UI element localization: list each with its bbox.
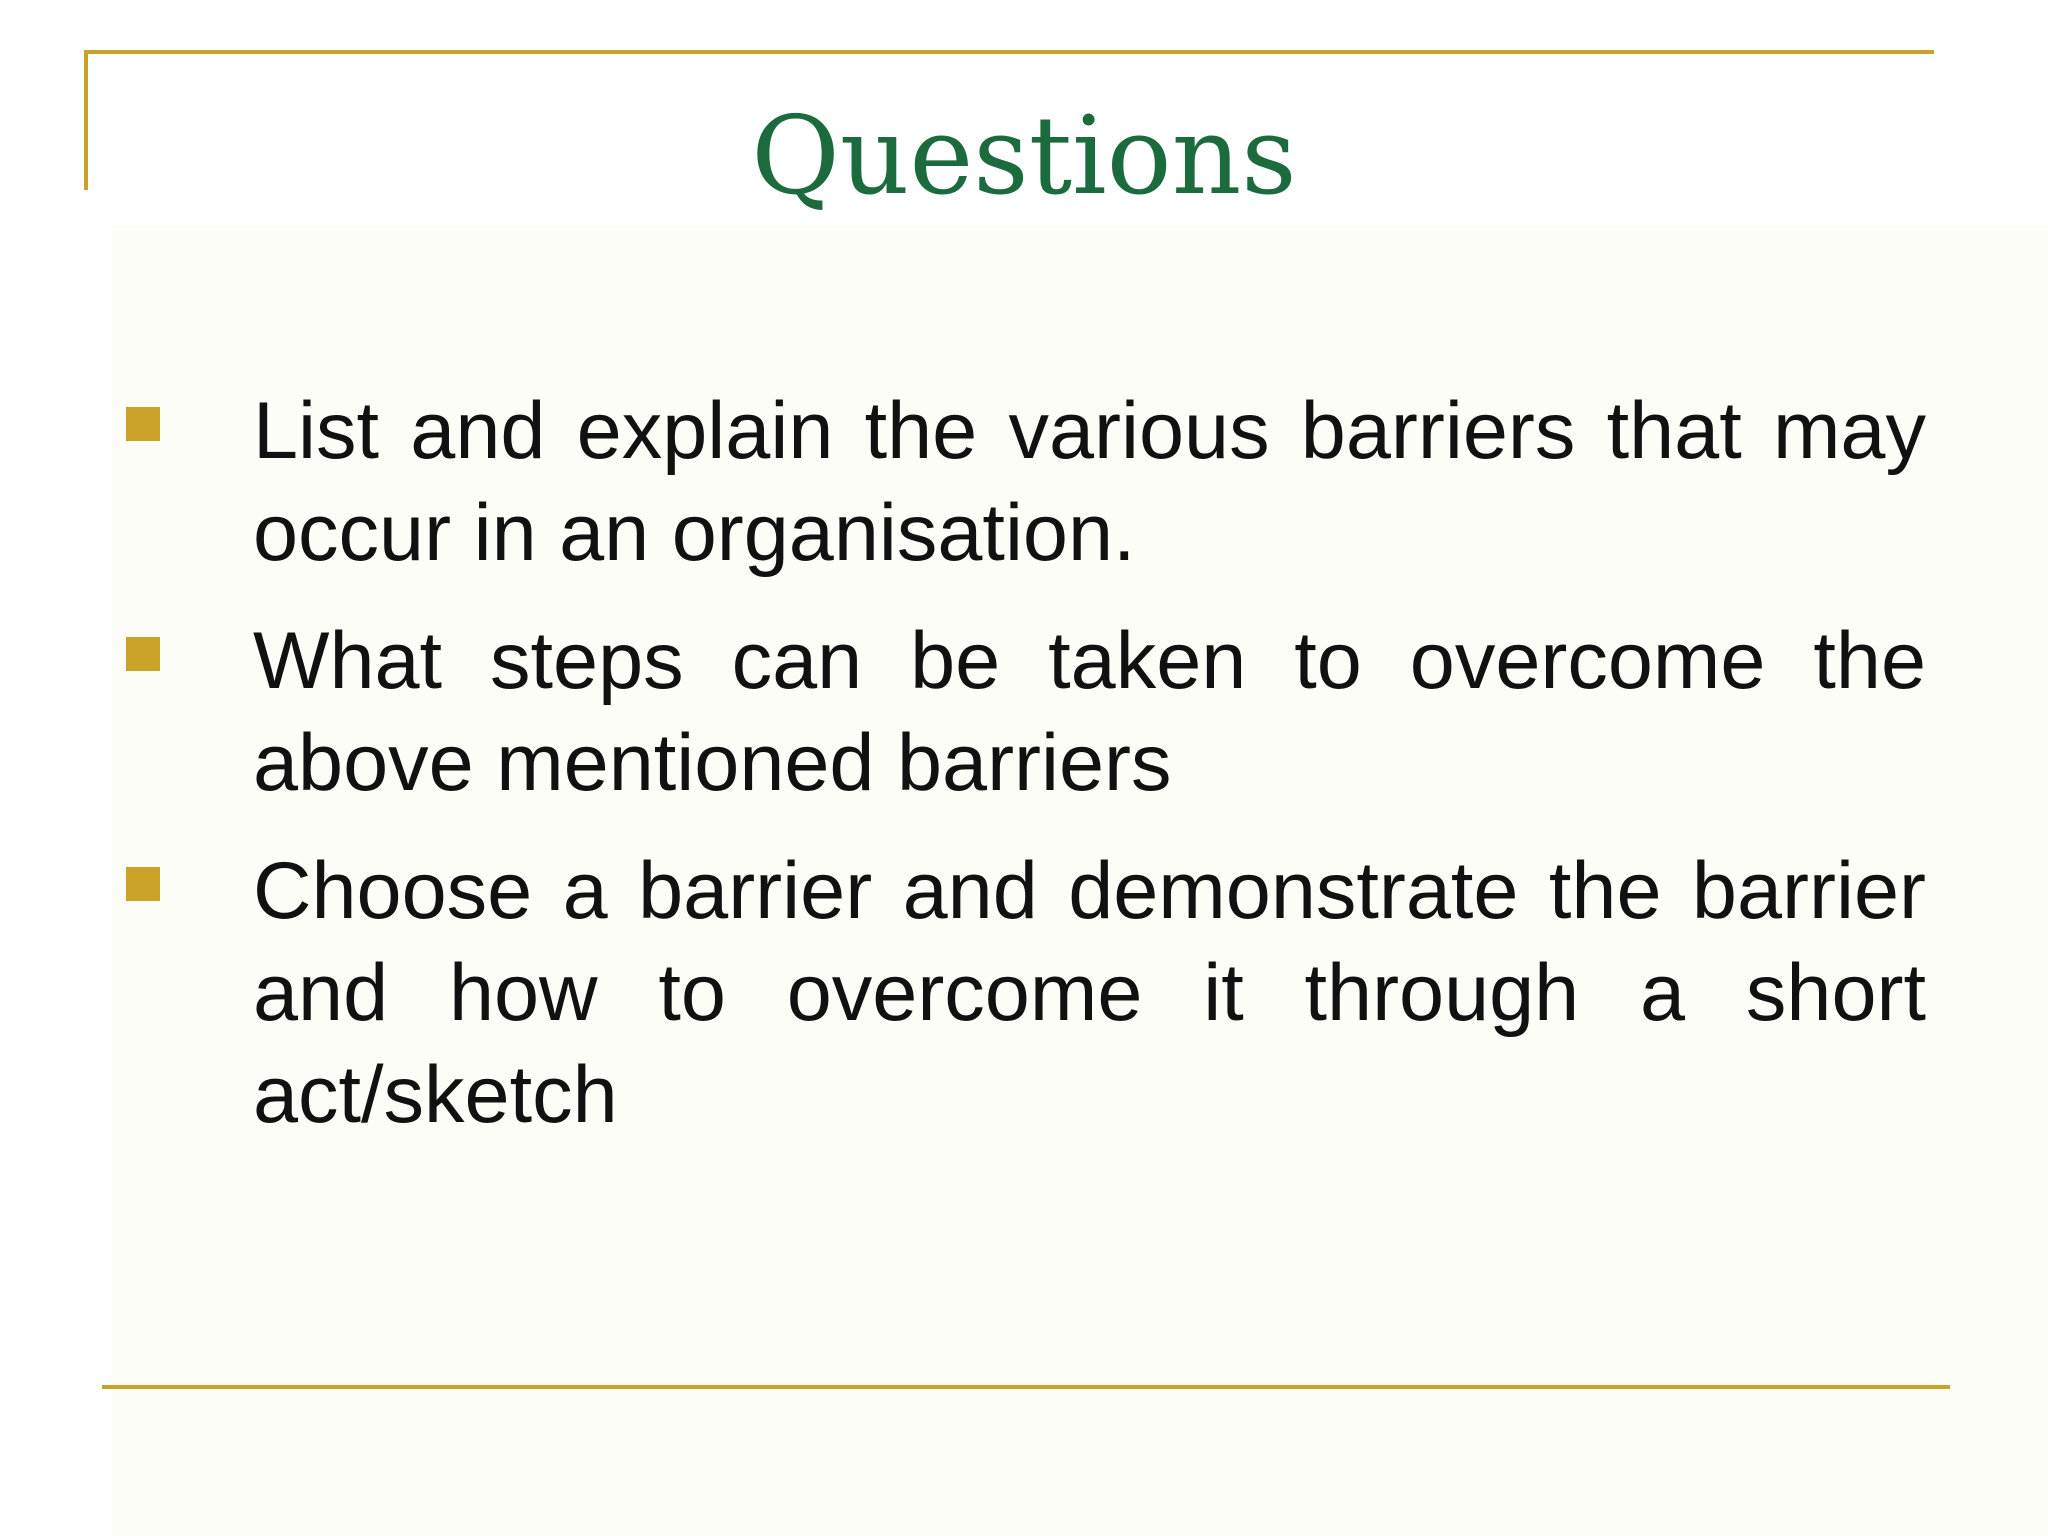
bullet-text: List and explain the various barriers that may occur in an organisation. <box>253 386 1926 578</box>
bullet-text: What steps can be taken to overcome the above mentioned barriers <box>253 616 1926 808</box>
bullet-text: Choose a barrier and demonstrate the barrier and how to overcome it through a short act/sketch <box>253 846 1926 1140</box>
top-frame-line <box>84 50 1934 54</box>
bullet-item <box>126 380 1926 584</box>
square-bullet-icon <box>126 637 160 671</box>
bottom-rule-line <box>102 1385 1950 1389</box>
bullet-list <box>126 380 1926 1172</box>
slide-title: Questions <box>751 94 1297 219</box>
square-bullet-icon <box>126 867 160 901</box>
bullet-item <box>126 840 1926 1146</box>
bullet-item <box>126 610 1926 814</box>
square-bullet-icon <box>126 407 160 441</box>
